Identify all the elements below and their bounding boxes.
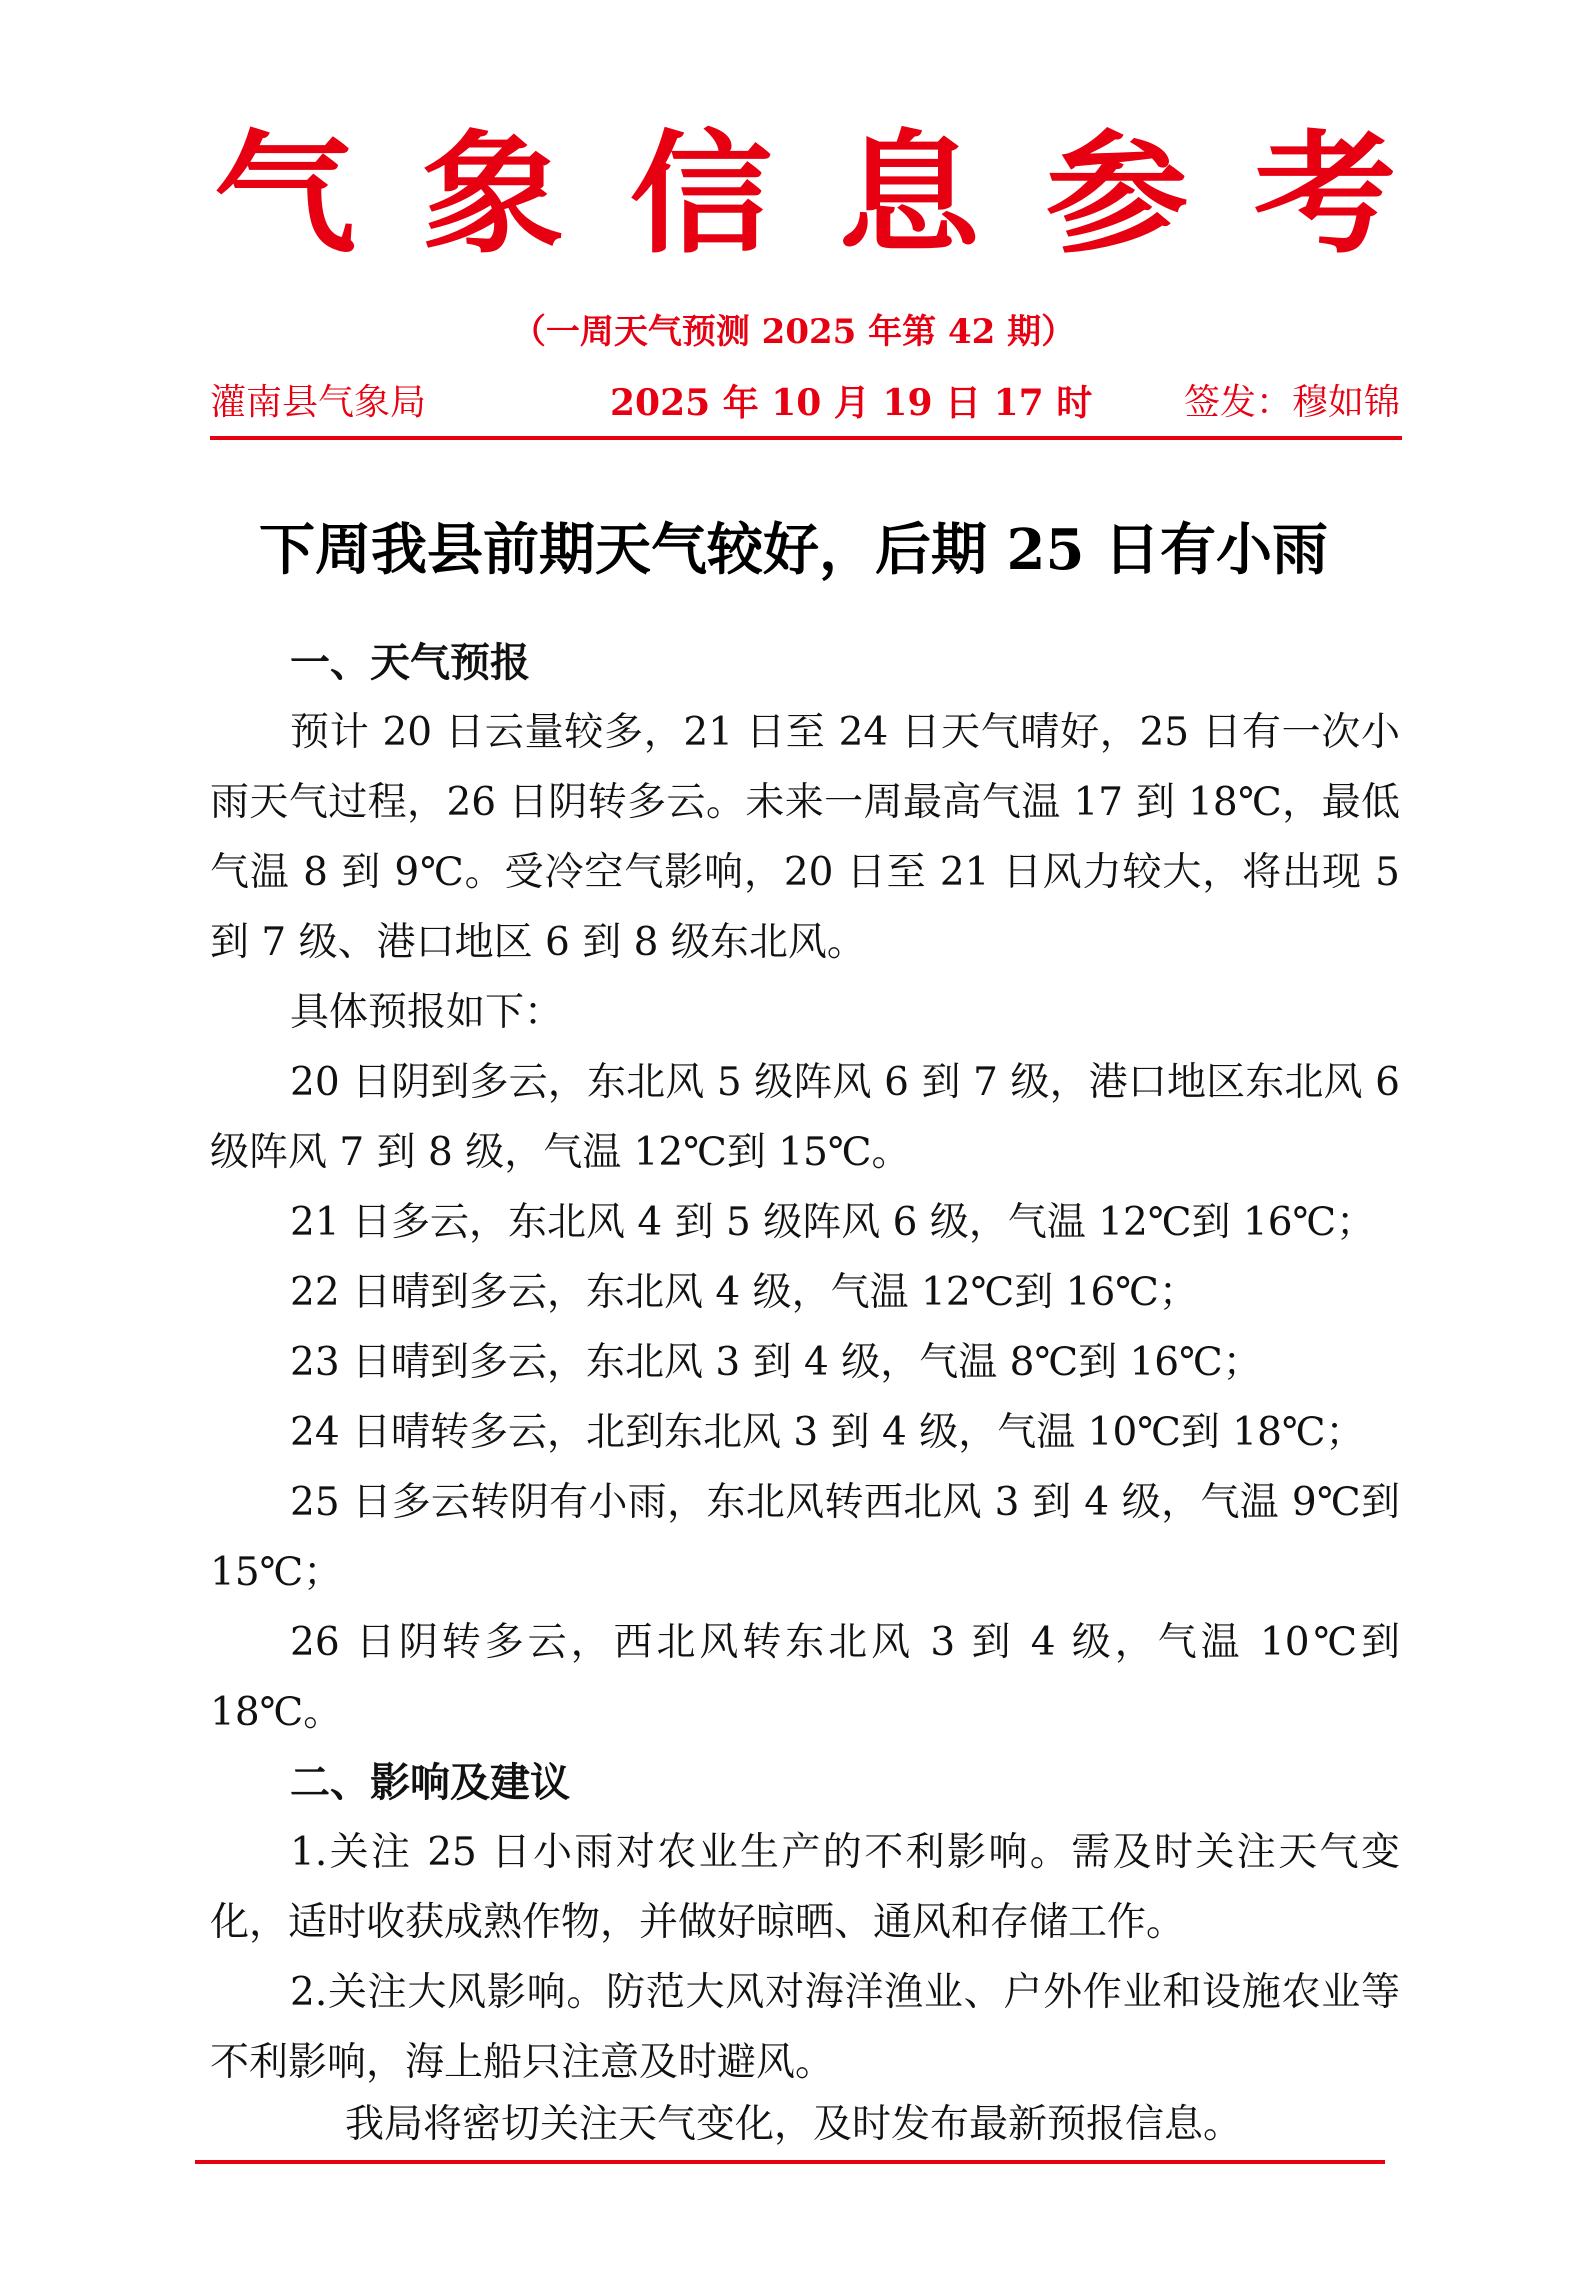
forecast-day: 20 日阴到多云，东北风 5 级阵风 6 到 7 级，港口地区东北风 6 级阵风 7 到 8 级，气温 12℃到 15℃。 bbox=[210, 1060, 1400, 1175]
impact-item: 2.关注大风影响。防范大风对海洋渔业、户外作业和设施农业等不利影响，海上船只注意及时避风。 bbox=[210, 1970, 1400, 2085]
issue-number: （一周天气预测 2025 年第 42 期） bbox=[511, 312, 1076, 352]
masthead-char: 象 bbox=[421, 118, 565, 272]
document-body bbox=[210, 628, 1400, 2098]
header-divider bbox=[210, 436, 1402, 440]
issue-datetime: 2025 年 10 月 19 日 17 时 bbox=[610, 382, 1093, 424]
masthead-char: 气 bbox=[213, 118, 357, 272]
forecast-day: 22 日晴到多云，东北风 4 级，气温 12℃到 16℃； bbox=[290, 1270, 1198, 1315]
forecast-summary: 预计 20 日云量较多，21 日至 24 日天气晴好，25 日有一次小雨天气过程，26 日阴转多云。未来一周最高气温 17 到 18℃，最低气温 8 到 9℃。受冷空气影响，20 日至 21 日风力较大，将出现 5 到 7 级、港口地区 6 到 8 级东北风。 bbox=[210, 710, 1400, 965]
headline: 下周我县前期天气较好，后期 25 日有小雨 bbox=[259, 517, 1328, 583]
header-meta-row bbox=[210, 378, 1400, 428]
masthead-char: 信 bbox=[629, 118, 773, 272]
forecast-day: 24 日晴转多云，北到东北风 3 到 4 级，气温 10℃到 18℃； bbox=[290, 1410, 1365, 1455]
forecast-day: 23 日晴到多云，东北风 3 到 4 级，气温 8℃到 16℃； bbox=[290, 1340, 1262, 1385]
footer-divider bbox=[195, 2160, 1385, 2164]
forecast-day: 26 日阴转多云，西北风转东北风 3 到 4 级，气温 10℃到 18℃。 bbox=[210, 1620, 1400, 1735]
section-heading-forecast: 一、天气预报 bbox=[290, 639, 530, 686]
masthead-char: 息 bbox=[837, 118, 981, 272]
masthead-char: 参 bbox=[1045, 118, 1189, 272]
section-heading-impact: 二、影响及建议 bbox=[290, 1759, 570, 1806]
masthead-title bbox=[205, 120, 1405, 270]
masthead-char: 考 bbox=[1253, 118, 1397, 272]
closing-statement: 我局将密切关注天气变化，及时发布最新预报信息。 bbox=[344, 2102, 1242, 2147]
impact-item: 1.关注 25 日小雨对农业生产的不利影响。需及时关注天气变化，适时收获成熟作物，并做好晾晒、通风和存储工作。 bbox=[210, 1830, 1400, 1945]
forecast-day: 25 日多云转阴有小雨，东北风转西北风 3 到 4 级，气温 9℃到 15℃； bbox=[210, 1480, 1400, 1595]
signer: 签发：穆如锦 bbox=[1183, 382, 1400, 423]
bureau-name: 灌南县气象局 bbox=[210, 382, 427, 423]
forecast-day: 21 日多云，东北风 4 到 5 级阵风 6 级，气温 12℃到 16℃； bbox=[290, 1200, 1376, 1245]
forecast-detail-intro: 具体预报如下： bbox=[290, 990, 564, 1035]
